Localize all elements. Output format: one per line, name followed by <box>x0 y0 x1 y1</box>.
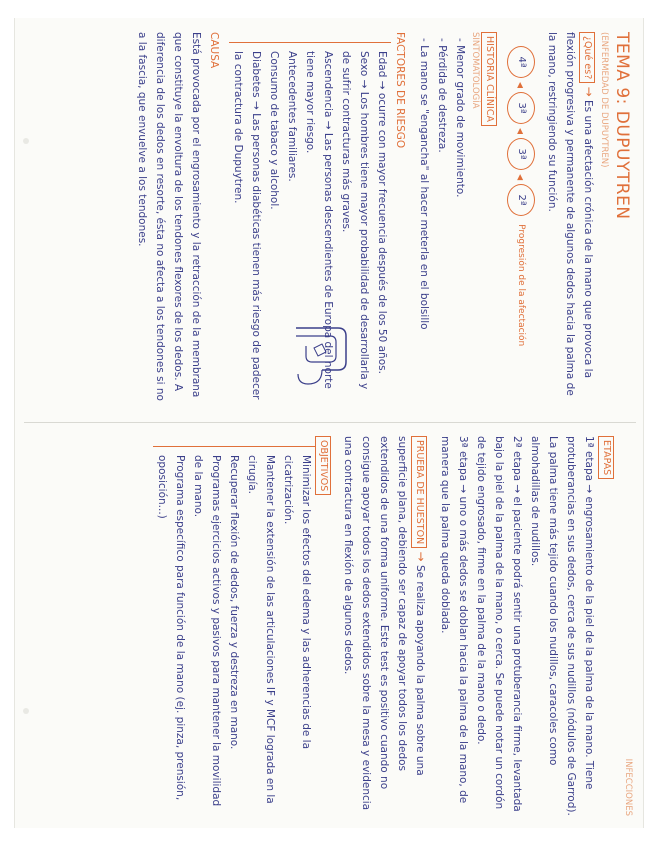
objective-item: Mantener la extensión de las articulaciones IF y MCF lograda en la cirugía. <box>246 455 276 804</box>
objective-item: Recuperar flexión de dedos, fuerza y destreza en mano. <box>228 455 240 750</box>
symptoms-label: SINTOMATOLOGÍA <box>470 32 480 109</box>
cause-text: Está provocada por el engrosamiento y la retracción de la membrana que constituye la envoltura de los tendones flexores de los dedos. A diferencia de los dedos en resorte, ésta no afecta a los tendones si no a la fascia, que envuelve a los tendones. <box>136 32 202 401</box>
risk-label: FACTORES DE RIESGO <box>394 32 406 149</box>
cause-label: CAUSA <box>208 32 220 69</box>
history-label: HISTORIA CLÍNICA <box>481 32 497 126</box>
stage-circle: 3ª <box>507 138 535 170</box>
arrow-icon: → <box>414 551 428 562</box>
stages-section <box>436 436 616 816</box>
objective-item: Programa específico para función de la mano (ej. pinza, prensión, oposición...) <box>156 455 186 801</box>
objectives-list <box>153 446 315 816</box>
hueston-label: PRUEBA DE HUESTON <box>411 436 427 548</box>
page-subtitle: (ENFERMEDAD DE DUPUYTREN) <box>599 32 609 168</box>
arrow-left-icon: ◂ <box>514 128 528 135</box>
definition-text: Es una afectación crónica de la mano que provoca la flexión progresiva y permanente de algunos dedos hacia la palma de la mano, restringiendo su función. <box>546 32 594 396</box>
what-label: ¿Qué es? <box>579 32 595 83</box>
risk-item: Sexo → Los hombres tiene mayor probabilidad de desarrollarla y de sufrir contracturas más graves. <box>340 51 370 390</box>
stage-text: 1ª etapa → engrosamiento de la piel de la palma de la mano. Tiene protuberancias en sus dedos, cerca de sus nudillos (nódulos de Garrod). La palma tiene más tejido cuando los nudillos, caracoles como almohadillas de nudillos. <box>529 436 595 816</box>
objective-item: Minimizar los efectos del edema y las adherencias de la cicatrización. <box>282 455 312 750</box>
arrow-left-icon: ◂ <box>514 174 528 181</box>
risk-item: Edad → ocurre con mayor frecuencia después de los 50 años. <box>376 51 388 374</box>
hueston-section <box>339 436 430 816</box>
stages-diagram <box>507 46 535 404</box>
objectives-label: OBJETIVOS <box>315 436 331 495</box>
bent-finger-sketch-icon <box>292 322 352 402</box>
stages-label: ETAPAS <box>598 436 614 479</box>
stage-circle: 3ª <box>507 92 535 124</box>
risk-item: Diabetes → Las personas diabéticas tienen más riesgo de padecer la contractura de Dupuytren. <box>232 51 262 400</box>
arrow-icon: → <box>582 86 596 97</box>
hueston-text: Se realiza apoyando la palma sobre una superficie plana, debiendo ser capaz de apoyar todos los dedos extendidos de una forma uniforme. Este test es positivo cuando no consigue apoyar todos los dedos extendidos sobre la mesa y evidencia una contractura en flexión de algunos dedos. <box>342 436 426 811</box>
symptom-item: - Menor grado de movimiento. <box>454 38 466 198</box>
history-section <box>415 32 499 404</box>
column-divider <box>24 422 636 423</box>
symptom-item: - Pérdida de destreza. <box>436 38 448 153</box>
right-column <box>153 436 634 816</box>
stage-circle: 2ª <box>507 184 535 216</box>
rotated-notes <box>14 18 642 828</box>
objectives-section <box>153 436 333 816</box>
left-column <box>133 32 634 404</box>
definition <box>543 32 598 404</box>
progression-label: Progresión de la afectación <box>516 224 526 347</box>
objective-item: Programas ejercicios activos y pasivos para mantener la movilidad de la mano. <box>192 455 222 807</box>
cause-section <box>133 32 223 404</box>
symptom-item: - La mano se "engancha" al hacer meterla en el bolsillo <box>418 38 430 330</box>
page-title: TEMA 9: DUPUYTREN <box>612 32 632 220</box>
stage-text: 3ª etapa → uno o más dedos se doblan hacia la palma de la mano, de manera que la palma queda doblada. <box>439 436 469 804</box>
stage-circle: 4ª <box>507 46 535 78</box>
arrow-left-icon: ◂ <box>514 82 528 89</box>
risk-item: Consumo de tabaco y alcohol. <box>268 51 280 210</box>
corner-note: INFECCIONES <box>623 758 633 816</box>
stage-text: 2ª etapa → el paciente podrá sentir una protuberancia firme, levantada bajo la piel de la palma de la mano, o cerca. Se puede notar un cordón de tejido engrosado, firme en la palma de la mano o dedo. <box>475 436 523 812</box>
risk-item: Antecedentes familiares. <box>286 51 298 182</box>
risk-item: Ascendencia → Las personas descendientes de Europa del norte tiene mayor riesgo. <box>304 51 334 389</box>
